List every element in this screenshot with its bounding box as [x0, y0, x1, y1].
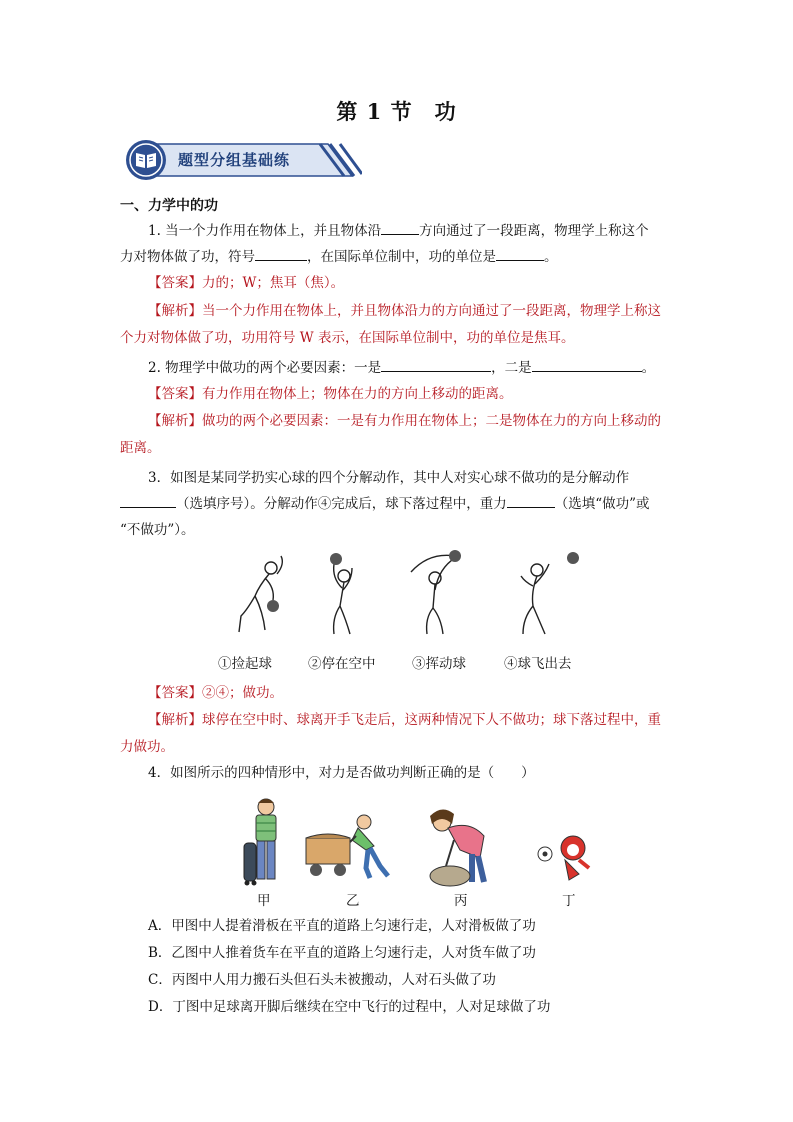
q3-stem-line2: （选填序号）。分解动作④完成后，球下落过程中，重力 （选填“做功”或	[120, 491, 676, 517]
q1-blank-1[interactable]	[381, 219, 419, 235]
figure-pick-up-ball	[225, 548, 295, 638]
figure-yi-pushing-cart	[300, 810, 395, 885]
q1-analysis-line1: 【解析】当一个力作用在物体上，并且物体沿力的方向通过了一段距离，物理学上称这	[148, 303, 661, 319]
section-heading: 一、力学中的功	[120, 198, 218, 214]
caption-4: ④球飞出去	[504, 656, 572, 672]
figure-ball-held	[310, 548, 370, 638]
label-jia: 甲	[257, 893, 271, 909]
q3-blank-2[interactable]	[507, 492, 555, 508]
option-d[interactable]: D．丁图中足球离开脚后继续在空中飞行的过程中，人对足球做了功	[148, 999, 551, 1015]
q2-blank-1[interactable]	[381, 356, 491, 372]
q1-blank-2[interactable]	[255, 245, 307, 261]
label-yi: 乙	[346, 893, 360, 909]
page-title: 第 1 节 功	[336, 99, 457, 124]
book-icon	[134, 150, 158, 170]
option-c[interactable]: C．丙图中人用力搬石头但石头未被搬动，人对石头做了功	[148, 972, 496, 988]
q1-stem-line2: 力对物体做了功，符号 ，在国际单位制中，功的单位是 。	[120, 244, 676, 270]
caption-1: ①捡起球	[218, 656, 272, 672]
banner-label: 题型分组基础练	[178, 151, 291, 169]
figure-ding-kicking-ball	[535, 830, 595, 885]
q2-analysis-line1: 【解析】做功的两个必要因素：一是有力作用在物体上；二是物体在力的方向上移动的	[148, 413, 661, 429]
q1-analysis-line2: 个力对物体做了功，功用符号 W 表示，在国际单位制中，功的单位是焦耳。	[120, 330, 575, 346]
q2-analysis-line2: 距离。	[120, 440, 161, 456]
q2-answer: 【答案】有力作用在物体上；物体在力的方向上移动的距离。	[148, 386, 513, 402]
figure-swing-ball	[405, 548, 480, 638]
option-a[interactable]: A．甲图中人提着滑板在平直的道路上匀速行走，人对滑板做了功	[148, 918, 536, 934]
q4-stem: 4．如图所示的四种情形中，对力是否做功判断正确的是（ ）	[148, 765, 535, 781]
figure-ball-flies	[505, 548, 585, 638]
caption-3: ③挥动球	[412, 656, 466, 672]
q1-stem-line1: 1. 当一个力作用在物体上，并且物体沿 方向通过了一段距离，物理学上称这个	[148, 218, 676, 244]
q3-stem-line3: “不做功”）。	[120, 522, 195, 538]
q3-analysis-line2: 力做功。	[120, 739, 174, 755]
option-b[interactable]: B．乙图中人推着货车在平直的道路上匀速行走，人对货车做了功	[148, 945, 536, 961]
figure-bing-lifting-rock	[420, 800, 500, 890]
q1-blank-3[interactable]	[496, 245, 544, 261]
q3-blank-1[interactable]	[120, 492, 176, 508]
figure-jia-carrying-board	[240, 795, 290, 890]
q2-stem: 2. 物理学中做功的两个必要因素：一是 ，二是 。	[148, 355, 676, 381]
q2-blank-2[interactable]	[532, 356, 642, 372]
q3-analysis-line1: 【解析】球停在空中时、球离开手飞走后，这两种情况下人不做功；球下落过程中，重	[148, 712, 661, 728]
q3-answer: 【答案】②④；做功。	[148, 685, 283, 701]
label-ding: 丁	[562, 893, 576, 909]
q3-stem-line1: 3．如图是某同学扔实心球的四个分解动作，其中人对实心球不做功的是分解动作	[148, 470, 630, 486]
caption-2: ②停在空中	[308, 656, 376, 672]
q1-answer: 【答案】力的；W；焦耳（焦）。	[148, 275, 345, 291]
section-banner	[122, 138, 362, 182]
label-bing: 丙	[454, 893, 468, 909]
